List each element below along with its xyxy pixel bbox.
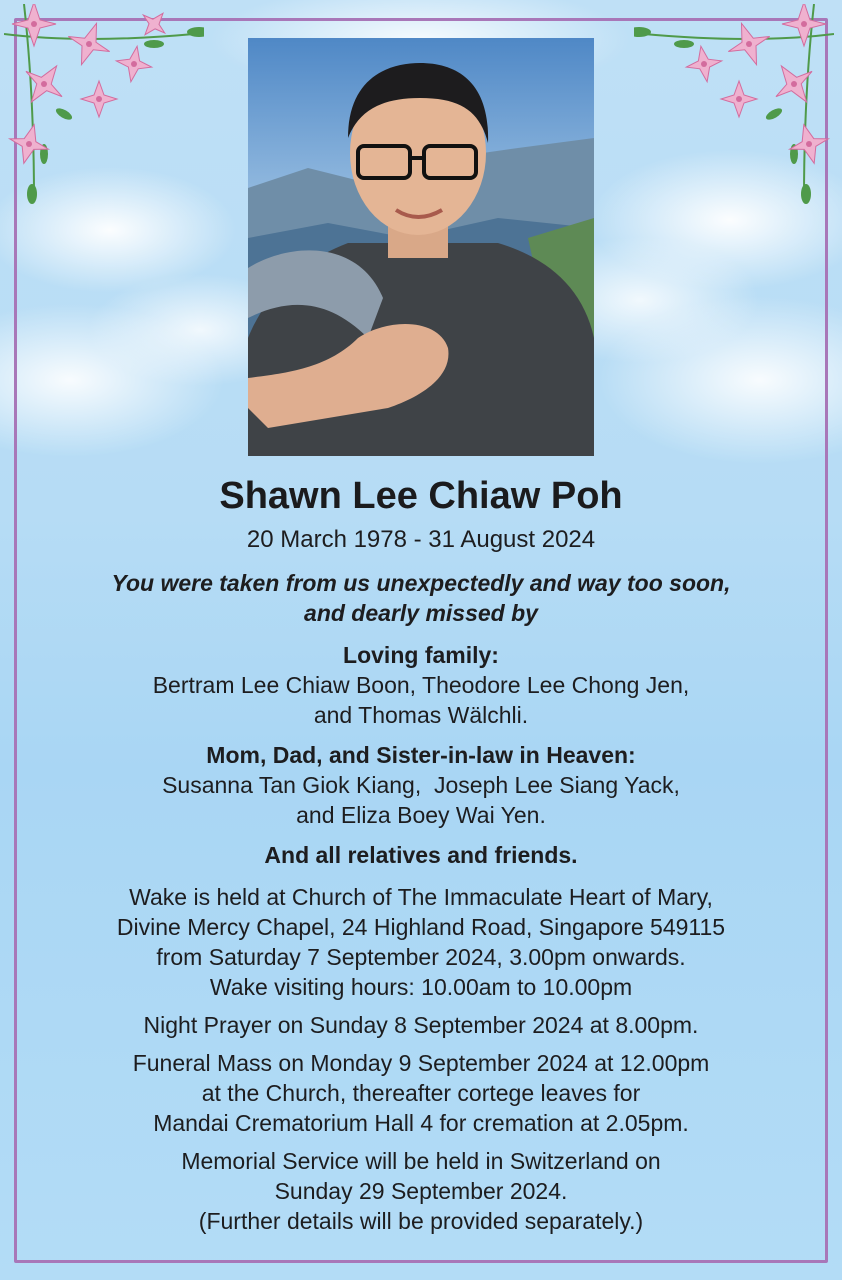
- relatives-line: And all relatives and friends.: [264, 842, 578, 868]
- notice-text: [40, 470, 802, 1244]
- deceased-name: Shawn Lee Chiaw Poh: [219, 475, 623, 517]
- portrait-photo: [248, 38, 594, 456]
- family-heading: Loving family:: [343, 642, 499, 668]
- funeral-line: at the Church, thereafter cortege leaves for: [201, 1080, 641, 1106]
- heaven-heading: Mom, Dad, and Sister-in-law in Heaven:: [206, 742, 636, 768]
- wake-line: Wake is held at Church of The Immaculate Heart of Mary,: [129, 884, 713, 910]
- tagline: [40, 568, 802, 628]
- wake-line: Wake visiting hours: 10.00am to 10.00pm: [209, 974, 633, 1000]
- family-list: [40, 670, 802, 730]
- funeral-details: [40, 1048, 802, 1138]
- heaven-list: [40, 770, 802, 830]
- family-line: Bertram Lee Chiaw Boon, Theodore Lee Chong Jen,: [152, 672, 690, 698]
- heaven-line: and Eliza Boey Wai Yen.: [296, 802, 546, 828]
- memorial-line: Memorial Service will be held in Switzerland on: [181, 1148, 661, 1174]
- lily-flowers-icon: [4, 4, 204, 204]
- tagline-line: and dearly missed by: [304, 600, 538, 626]
- family-line: and Thomas Wälchli.: [313, 702, 529, 728]
- night-prayer: Night Prayer on Sunday 8 September 2024 at 8.00pm.: [143, 1012, 699, 1038]
- funeral-line: Mandai Crematorium Hall 4 for cremation at 2.05pm.: [153, 1110, 689, 1136]
- wake-line: Divine Mercy Chapel, 24 Highland Road, Singapore 549115: [116, 914, 726, 940]
- funeral-line: Funeral Mass on Monday 9 September 2024 at 12.00pm: [132, 1050, 710, 1076]
- life-dates: 20 March 1978 - 31 August 2024: [246, 526, 596, 553]
- wake-line: from Saturday 7 September 2024, 3.00pm onwards.: [156, 944, 686, 970]
- memorial-line: (Further details will be provided separately.): [198, 1208, 644, 1234]
- heaven-line: Susanna Tan Giok Kiang, Joseph Lee Siang Yack,: [162, 772, 680, 798]
- memorial-details: [40, 1146, 802, 1236]
- lily-flowers-icon: [634, 4, 834, 204]
- tagline-line: You were taken from us unexpectedly and way too soon,: [111, 570, 731, 596]
- wake-details: [40, 882, 802, 1002]
- memorial-line: Sunday 29 September 2024.: [274, 1178, 568, 1204]
